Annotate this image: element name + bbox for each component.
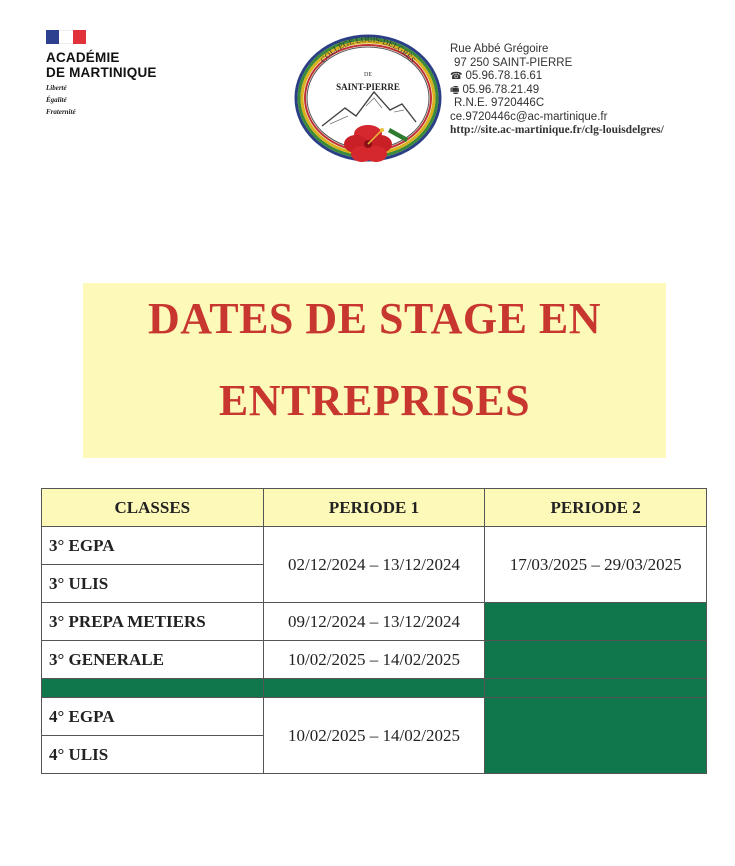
table-row (42, 527, 707, 565)
table-header-row (42, 489, 707, 527)
address-website[interactable]: http://site.ac-martinique.fr/clg-louisdelgres/ (450, 124, 664, 136)
academie-name-line1: ACADÉMIE (46, 50, 120, 65)
class-3-generale: 3° GENERALE (42, 641, 264, 679)
periode2-none-cell (485, 603, 707, 641)
periode1-4egpa-ulis: 10/02/2025 – 14/02/2025 (263, 698, 485, 774)
table-row (42, 698, 707, 736)
logo-ring-text: COLLÈGE LOUIS-DELGRÈS (318, 34, 418, 65)
header-periode-1: PERIODE 1 (263, 489, 485, 527)
class-3-egpa: 3° EGPA (42, 527, 264, 565)
class-3-prepa-metiers: 3° PREPA METIERS (42, 603, 264, 641)
periode1-3-generale: 10/02/2025 – 14/02/2025 (263, 641, 485, 679)
class-4-egpa: 4° EGPA (42, 698, 264, 736)
class-3-ulis: 3° ULIS (42, 565, 264, 603)
internship-dates-table (41, 488, 707, 774)
separator-row (42, 679, 707, 698)
title-line2: ENTREPRISES (218, 376, 531, 425)
periode1-3-prepa: 09/12/2024 – 13/12/2024 (263, 603, 485, 641)
periode2-none-cell (485, 698, 707, 774)
periode2-3egpa-ulis: 17/03/2025 – 29/03/2025 (485, 527, 707, 603)
periode1-3egpa-ulis: 02/12/2024 – 13/12/2024 (263, 527, 485, 603)
table-row (42, 603, 707, 641)
address-city: 97 250 SAINT-PIERRE (454, 56, 573, 69)
address-rne: R.N.E. 9720446C (454, 97, 545, 109)
address-fax: 05.96.78.21.49 (462, 83, 540, 96)
logo-de-text: DE (364, 72, 372, 78)
address-email[interactable]: ce.9720446c@ac-martinique.fr (450, 110, 608, 123)
motto-liberte: Liberté (46, 84, 67, 92)
phone-icon: ☎ (450, 71, 463, 82)
header-classes: CLASSES (42, 489, 264, 527)
table-row (42, 641, 707, 679)
school-address (450, 43, 664, 138)
motto-fraternite: Fraternité (46, 108, 76, 116)
logo-town-text: SAINT-PIERRE (336, 82, 400, 92)
periode2-none-cell (485, 641, 707, 679)
separator-cell (42, 679, 264, 698)
motto-egalite: Égalité (46, 96, 67, 104)
separator-cell (263, 679, 485, 698)
class-4-ulis: 4° ULIS (42, 736, 264, 774)
separator-cell (485, 679, 707, 698)
college-logo (290, 26, 445, 176)
academie-name-line2: DE MARTINIQUE (46, 65, 157, 80)
address-street: Rue Abbé Grégoire (450, 43, 549, 55)
address-phone: 05.96.78.16.61 (465, 70, 543, 82)
fax-icon: 🖷 (450, 84, 460, 96)
academie-logo (46, 30, 196, 116)
title-banner (83, 283, 666, 458)
title-line1: DATES DE STAGE EN (147, 294, 602, 343)
header-periode-2: PERIODE 2 (485, 489, 707, 527)
french-flag-icon (46, 30, 86, 44)
